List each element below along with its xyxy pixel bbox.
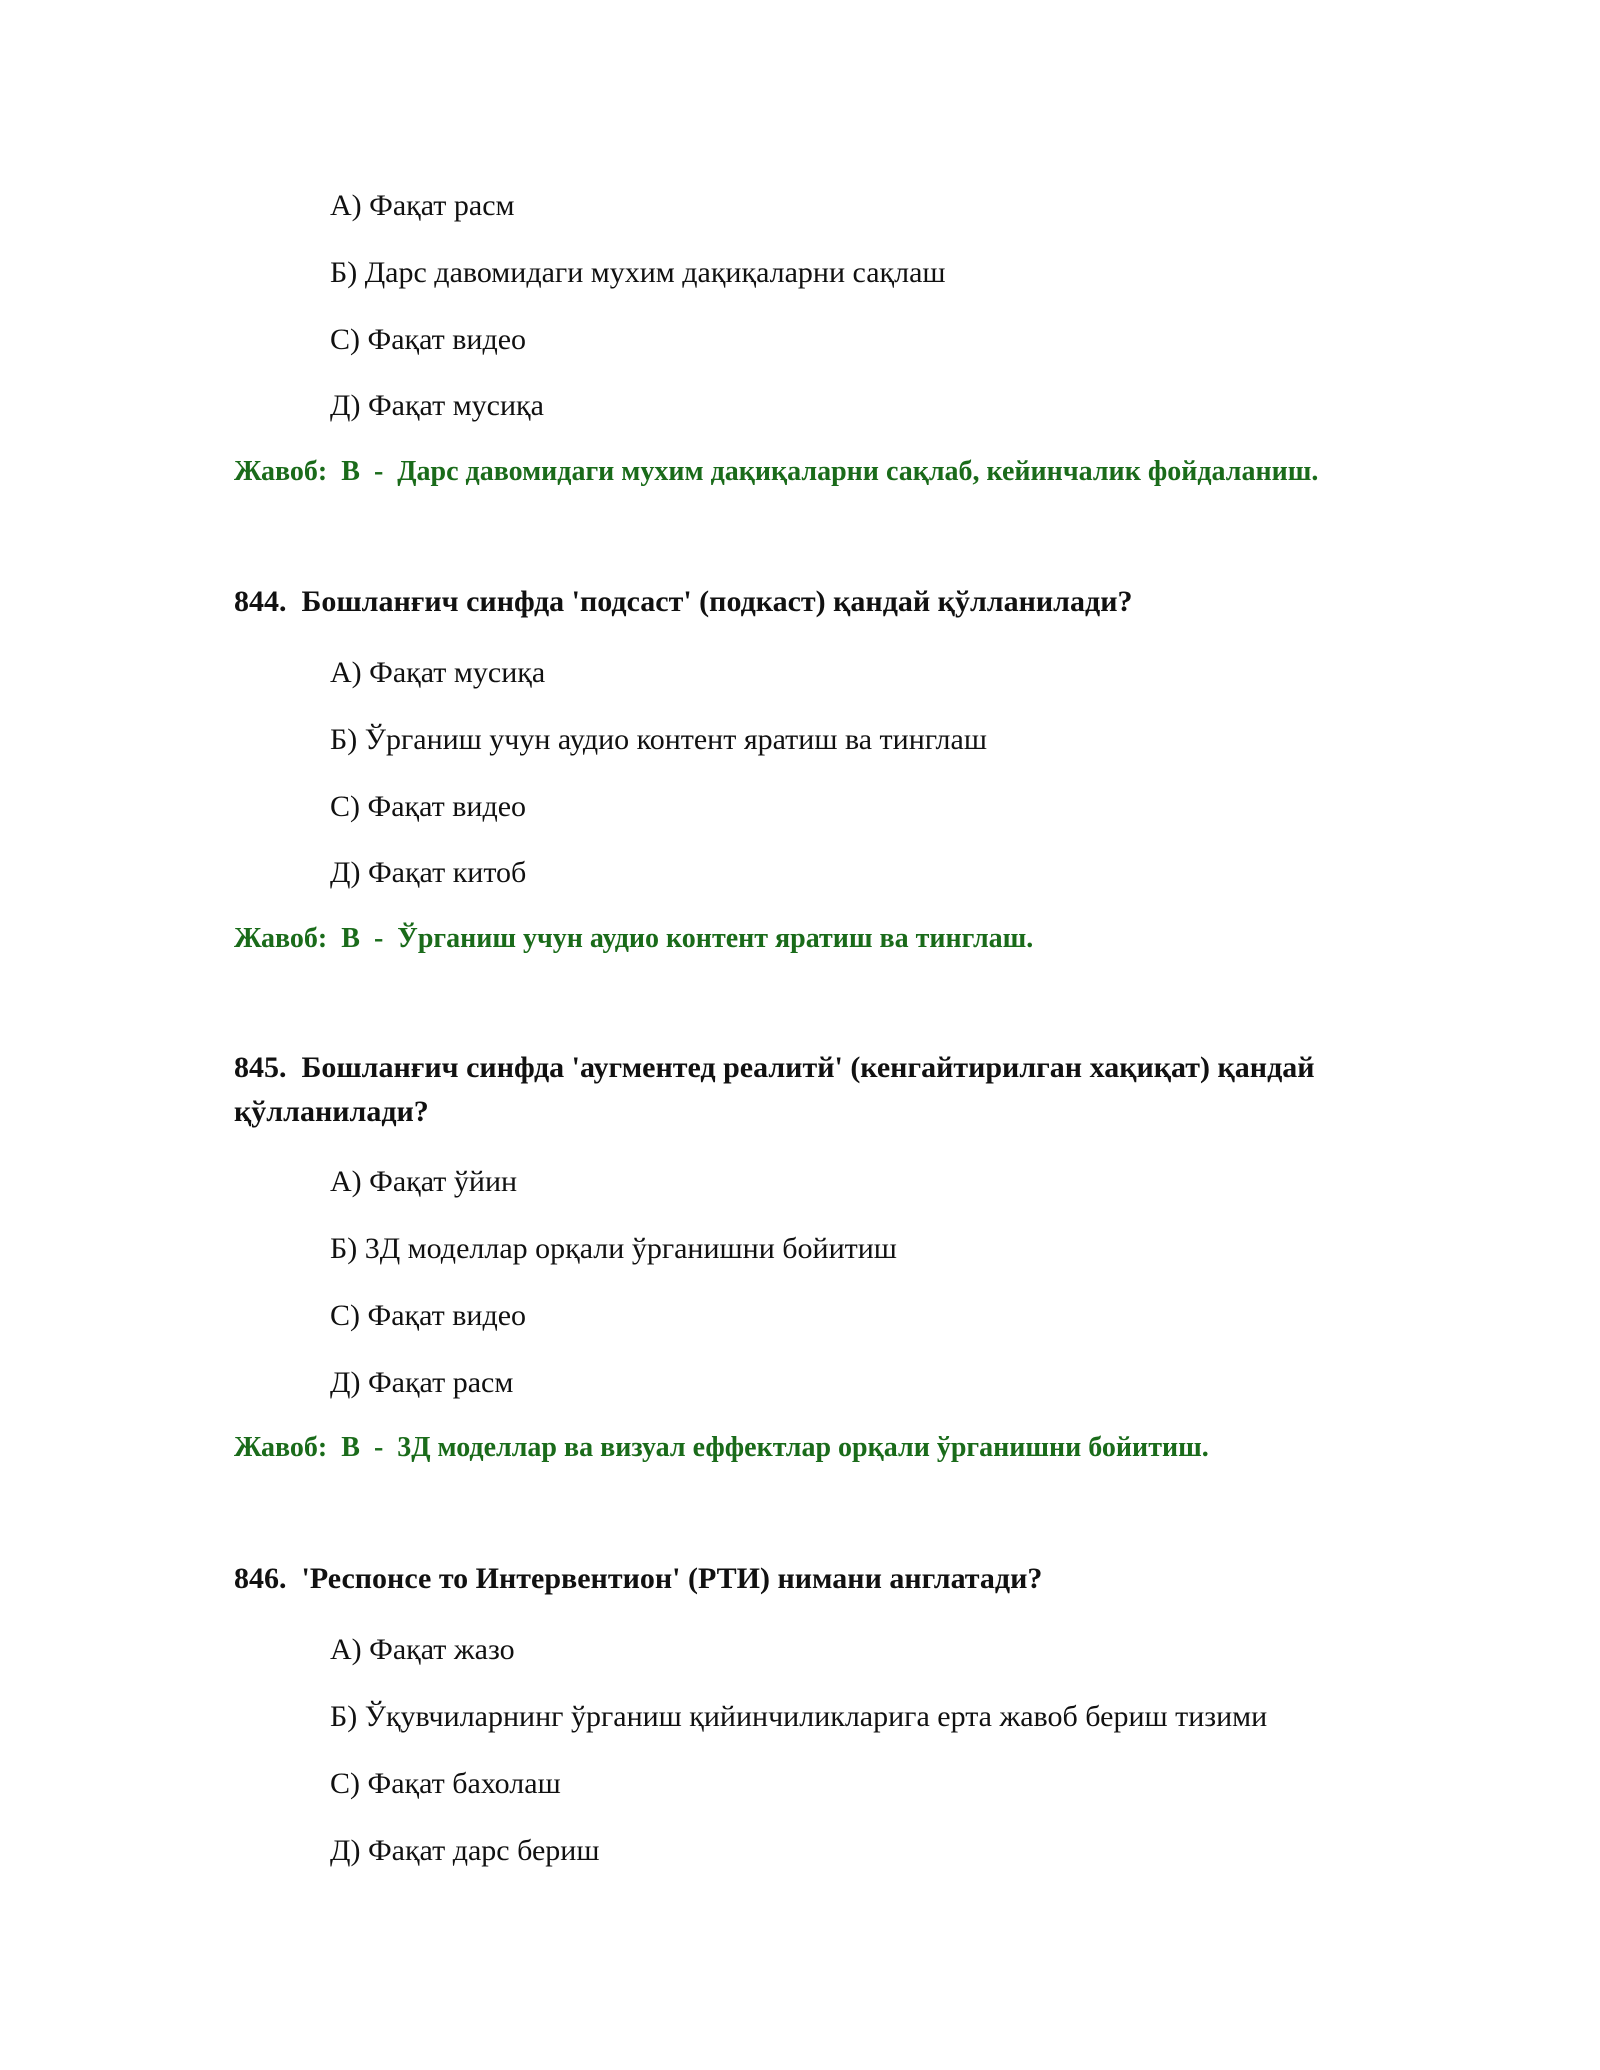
option-b: Б) Дарс давомидаги мухим дақиқаларни сақлаш	[330, 256, 946, 289]
option-a: А) Фақат расм	[330, 189, 515, 222]
question-844	[234, 580, 1384, 624]
answer-text: Ўрганиш учун аудио контент яратиш ва тинглаш.	[397, 923, 1034, 954]
answer-text: Дарс давомидаги мухим дақиқаларни сақлаб, кейинчалик фойдаланиш.	[397, 456, 1319, 487]
option-a: А) Фақат мусиқа	[330, 656, 546, 689]
option-d: Д) Фақат мусиқа	[330, 389, 544, 422]
answer-text: 3Д моделлар ва визуал еффектлар орқали ўрганишни бойитиш.	[397, 1432, 1209, 1463]
question-text: 'Респонсе то Интервентион' (РТИ) нимани англатади?	[301, 1562, 1043, 1595]
question-number: 846.	[234, 1562, 287, 1595]
option-c: С) Фақат видео	[330, 1299, 527, 1332]
question-text: Бошланғич синфда 'подсаст' (подкаст) қандай қўлланилади?	[301, 585, 1133, 618]
option-d: Д) Фақат китоб	[330, 856, 527, 889]
option-d: Д) Фақат дарс бериш	[330, 1834, 600, 1867]
option-c: С) Фақат видео	[330, 323, 527, 356]
option-a: А) Фақат ўйин	[330, 1165, 518, 1198]
option-a: А) Фақат жазо	[330, 1633, 515, 1666]
answer-label: Жавоб:	[234, 456, 328, 487]
answer-label: Жавоб:	[234, 923, 328, 954]
option-b: Б) Ўқувчиларнинг ўрганиш қийинчиликларига ерта жавоб бериш тизими	[330, 1700, 1268, 1733]
answer-line: Жавоб: В - 3Д моделлар ва визуал еффектлар орқали ўрганишни бойитиш.	[234, 1432, 1209, 1463]
answer-letter: В	[341, 923, 360, 954]
question-number: 844.	[234, 585, 287, 618]
answer-letter: В	[341, 1432, 360, 1463]
answer-line: Жавоб: В - Дарс давомидаги мухим дақиқаларни сақлаб, кейинчалик фойдаланиш.	[234, 456, 1319, 487]
option-b: Б) 3Д моделлар орқали ўрганишни бойитиш	[330, 1232, 897, 1265]
question-text: Бошланғич синфда 'аугментед реалитй' (кенгайтирилган хақиқат) қандай қўлланилади?	[234, 1051, 1323, 1128]
option-c: С) Фақат видео	[330, 790, 527, 823]
answer-line: Жавоб: В - Ўрганиш учун аудио контент яратиш ва тинглаш.	[234, 923, 1034, 954]
question-846	[234, 1557, 1384, 1601]
option-d: Д) Фақат расм	[330, 1366, 514, 1399]
option-c: С) Фақат бахолаш	[330, 1767, 561, 1800]
question-number: 845.	[234, 1051, 287, 1084]
answer-label: Жавоб:	[234, 1432, 328, 1463]
answer-letter: В	[341, 456, 360, 487]
option-b: Б) Ўрганиш учун аудио контент яратиш ва тинглаш	[330, 723, 987, 756]
question-845	[234, 1046, 1384, 1134]
